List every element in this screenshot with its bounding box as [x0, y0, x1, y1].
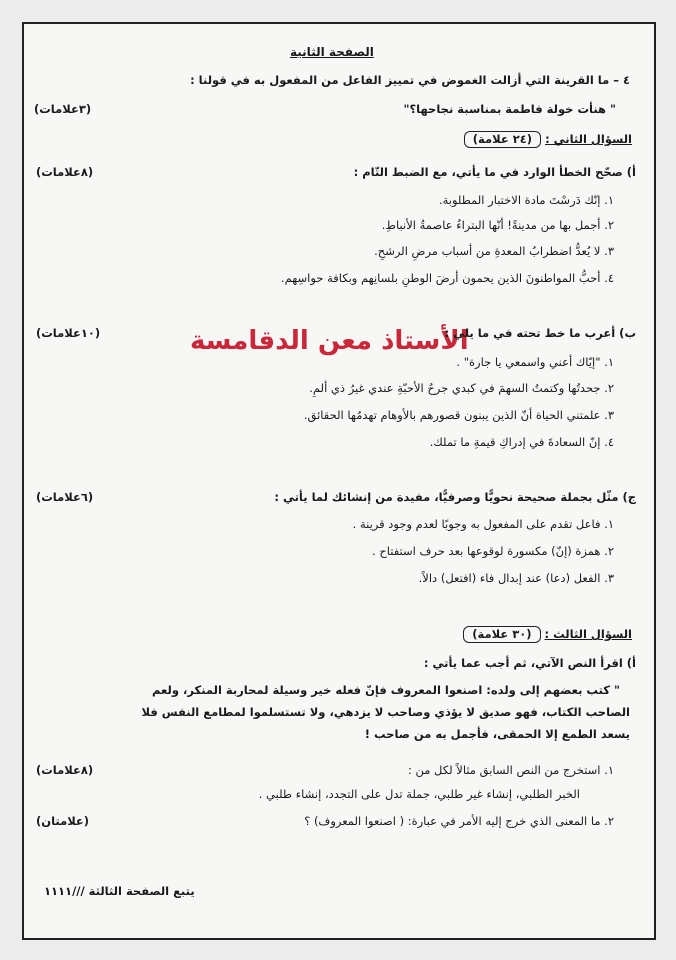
q2-b-item: ٤. إنّ السعادةَ في إدراكِ قيمةِ ما تملك.: [429, 435, 614, 449]
exam-page: [22, 22, 656, 940]
page-title: الصفحة الثانية: [290, 45, 374, 59]
q2-a-item: ٢. أجمل بها من مدينةً! أنّها البتراءُ عاصمةُ الأنباطِ.: [381, 218, 614, 232]
q3-item: ١. استخرج من النص السابق مثالاً لكل من :: [407, 763, 614, 777]
q3-item-options: الخبر الطلبي، إنشاء غير طلبي، جملة تدل على التجدد، إنشاء طلبي .: [258, 787, 580, 801]
q2-c-marks: (٦علامات): [36, 490, 94, 504]
q2-b-item: ٣. علمتني الحياة أنّ الذين يبنون قصورهم بالأوهام تهدمُها الحقائق.: [303, 408, 614, 422]
q2-c-heading: ج) مثّل بجملة صحيحة نحويًّا وصرفيًّا، مفيدة من إنشائك لما يأتي :: [274, 490, 636, 504]
page-footer: يتبع الصفحة الثالثة ///١١١١: [44, 884, 195, 898]
q2-a-item: ٣. لا يُعدُّ اضطرابُ المعدةِ من أسباب مرضِ الرشحِ.: [374, 244, 614, 258]
q3-item: ٢. ما المعنى الذي خرج إليه الأمر في عبارة: ( اصنعوا المعروف) ؟: [304, 814, 614, 828]
question-4-marks: (٣علامات): [34, 102, 92, 116]
q2-a-item: ٤. أحبُّ المواطنونَ الذين يحمون أرضَ الوطنِ بلسانِهم وبكافة حواسِهم.: [280, 271, 614, 285]
q3-item-marks: (٨علامات): [36, 763, 94, 777]
question-4-text: ٤ – ما القرينة التي أزالت الغموض في تمييز الفاعل من المفعول به في قولنا :: [190, 73, 630, 87]
q2-a-marks: (٨علامات): [36, 165, 94, 179]
q3-marks-box: (٣٠ علامة): [463, 626, 540, 643]
q3-passage-line: يسعد الطمع إلا الحمقى، فأجمل به من صاحب !: [364, 727, 630, 741]
q2-title: السؤال الثاني : (٢٤ علامة): [464, 131, 632, 148]
q2-c-item: ٣. الفعل (دعا) عند إبدال فاء (افتعل) دالاً.: [418, 571, 614, 585]
q3-passage-line: " كتب بعضهم إلى ولده: اصنعوا المعروف فإنّ فعله خير وسيلة لمحاربة المنكر، ولعم: [152, 683, 620, 697]
q2-c-item: ٢. همزة (إنّ) مكسورة لوقوعها بعد حرف استفتاح .: [372, 544, 614, 558]
q3-item-marks: (علامتان): [36, 814, 90, 828]
q2-marks-box: (٢٤ علامة): [464, 131, 541, 148]
q2-b-item: ١. "إيّاك أعني واسمعي يا جارة" .: [456, 355, 614, 369]
q2-b-marks: (١٠علامات): [36, 326, 101, 340]
q2-b-heading: ب) أعرب ما خط تحته في ما يلي :: [444, 326, 636, 340]
q2-c-item: ١. فاعل تقدم على المفعول به وجوبًا لعدم وجود قرينة .: [352, 517, 614, 531]
q2-b-item: ٢. جحدتُها وكتمتُ السهمَ في كبدي جرحُ الأحبّةِ عندي غيرُ ذي ألمِ.: [309, 381, 614, 395]
author-watermark: الأستاذ معن الدقامسة: [190, 326, 469, 356]
q2-a-heading: أ) صحّح الخطأ الوارد في ما يأتي، مع الضبط التّام :: [353, 165, 636, 179]
q3-title: السؤال الثالث : (٣٠ علامة): [463, 626, 632, 643]
q3-passage-line: الصاحب الكتاب، فهو صديق لا يؤذي وصاحب لا يزدهي، ولا تستسلموا لمطامع النفس فلا: [141, 705, 630, 719]
q2-a-item: ١. إنّك دَرسْتَ مادة الاختبار المطلوبة.: [438, 193, 614, 207]
question-4-quote: " هنأت خولة فاطمة بمناسبة نجاحها؟": [403, 102, 616, 116]
q3-a-heading: أ) اقرأ النص الآتي، ثم أجب عما يأتي :: [423, 656, 636, 670]
